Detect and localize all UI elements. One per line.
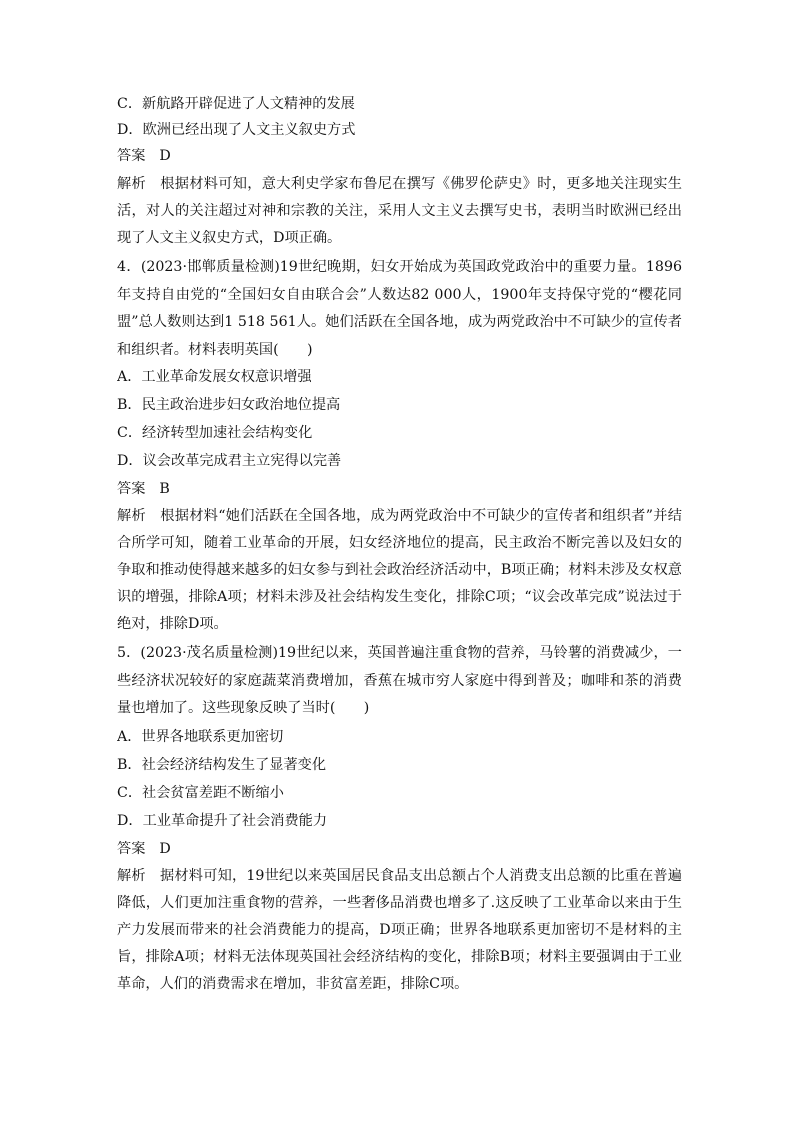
analysis-label: 解析 [117, 508, 146, 524]
answer-value: D [159, 840, 171, 857]
answer-label: 答案 [117, 481, 146, 497]
q4-option-c: C．经济转型加速社会结构变化 [117, 425, 313, 441]
q4-answer [117, 478, 682, 500]
q5-option-a: A．世界各地联系更加密切 [117, 728, 284, 745]
analysis-label: 解析 [117, 867, 146, 884]
answer-value: D [159, 148, 171, 164]
q4-analysis [117, 503, 682, 638]
q5-option-b: B．社会经济结构发生了显著变化 [117, 756, 327, 773]
prev-analysis [117, 171, 682, 252]
answer-label: 答案 [117, 148, 146, 164]
q4-stem: 4．(2023·邯郸质量检测)19世纪晚期，妇女开始成为英国政党政治中的重要力量。1896年支持自由党的“全国妇女自由联合会”人数达82 000人，1900年支持保守党的“樱花同盟”总人数则达到1 518 561人。她们活跃在全国各地，成为两党政治中不可缺少的宣传者和组织者。材料表明英国( ) [117, 259, 682, 358]
answer-value: B [159, 481, 170, 497]
answer-label: 答案 [117, 840, 146, 857]
q5-analysis [117, 863, 682, 998]
analysis-text: 根据材料可知，意大利史学家布鲁尼在撰写《佛罗伦萨史》时，更多地关注现实生活，对人的关注超过对神和宗教的关注，采用人文主义去撰写史书，表明当时欧洲已经出现了人文主义叙史方式，D项正确。 [117, 176, 682, 246]
q4-option-a: A．工业革命发展女权意识增强 [117, 369, 312, 385]
q5-option-d: D．工业革命提升了社会消费能力 [117, 812, 328, 829]
q4-option-d: D．议会改革完成君主立宪得以完善 [117, 453, 342, 469]
prev-answer [117, 145, 682, 167]
q5-option-c: C．社会贫富差距不断缩小 [117, 784, 284, 801]
document-page [117, 93, 682, 998]
analysis-label: 解析 [117, 176, 146, 192]
q5-stem: 5．(2023·茂名质量检测)19世纪以来，英国普遍注重食物的营养，马铃薯的消费减少，一些经济状况较好的家庭蔬菜消费增加，香蕉在城市穷人家庭中得到普及；咖啡和茶的消费量也增加了。这些现象反映了当时( ) [117, 645, 682, 716]
analysis-text: 根据材料“她们活跃在全国各地，成为两党政治中不可缺少的宣传者和组织者”并结合所学可知，随着工业革命的开展，妇女经济地位的提高，民主政治不断完善以及妇女的争取和推动使得越来越多的妇女参与到社会政治经济活动中，B项正确；材料未涉及女权意识的增强，排除A项；材料未涉及社会结构发生变化，排除C项；“议会改革完成”说法过于绝对，排除D项。 [117, 508, 682, 632]
prev-option-d: D．欧洲已经出现了人文主义叙史方式 [117, 122, 356, 138]
analysis-text: 据材料可知，19世纪以来英国居民食品支出总额占个人消费支出总额的比重在普遍降低，人们更加注重食物的营养，一些奢侈品消费也增多了.这反映了工业革命以来由于生产力发展而带来的社会消费能力的提高，D项正确；世界各地联系更加密切不是材料的主旨，排除A项；材料无法体现英国社会经济结构的变化，排除B项；材料主要强调由于工业革命，人们的消费需求在增加，非贫富差距，排除C项。 [117, 867, 682, 992]
q4-option-b: B．民主政治进步妇女政治地位提高 [117, 397, 341, 413]
prev-option-c: C．新航路开辟促进了人文精神的发展 [117, 96, 355, 112]
q5-answer [117, 838, 682, 860]
